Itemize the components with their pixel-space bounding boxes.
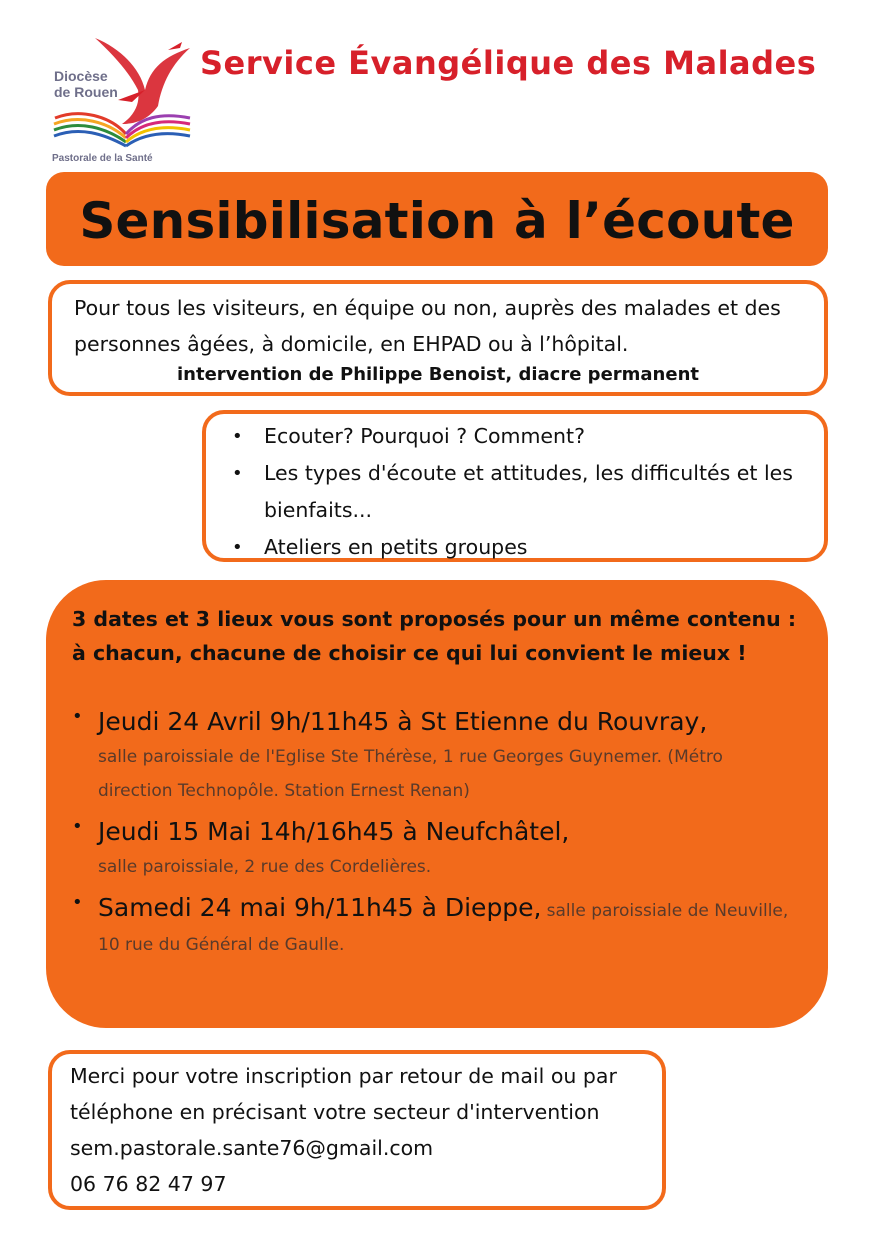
- sessions-box: [46, 580, 828, 1028]
- session-when: Jeudi 15 Mai 14h/16h45 à Neufchâtel,: [98, 817, 570, 846]
- title-banner: [46, 172, 828, 266]
- logo-subtitle: Pastorale de la Santé: [52, 153, 153, 164]
- contact-box: [48, 1050, 666, 1210]
- service-title: Service Évangélique des Malades: [200, 44, 817, 82]
- topic-item: • Ecouter? Pourquoi ? Comment?: [230, 418, 804, 455]
- sessions-list: [72, 704, 798, 962]
- topic-item: • Les types d'écoute et attitudes, les difficultés et les bienfaits...: [230, 455, 804, 529]
- contact-phone[interactable]: 06 76 82 47 97: [70, 1172, 227, 1196]
- session-item: [72, 704, 798, 814]
- flyer-title: Sensibilisation à l’écoute: [79, 192, 795, 250]
- session-where: salle paroissiale de l'Eglise Ste Thérèse, 1 rue Georges Guynemer. (Métro direction Technopôle. Station Ernest Renan): [98, 747, 723, 801]
- contact-email[interactable]: sem.pastorale.sante76@gmail.com: [70, 1136, 434, 1160]
- intro-text: Pour tous les visiteurs, en équipe ou non, auprès des malades et des personnes âgées, à domicile, en EHPAD ou à l’hôpital.: [74, 296, 781, 356]
- session-item: [72, 890, 798, 962]
- topics-list: [230, 418, 804, 566]
- session-where: salle paroissiale, 2 rue des Cordelières.: [98, 857, 432, 877]
- sessions-lead: 3 dates et 3 lieux vous sont proposés pour un même contenu : à chacun, chacune de choisir ce qui lui convient le mieux !: [72, 607, 797, 665]
- session-when: Jeudi 24 Avril 9h/11h45 à St Etienne du Rouvray,: [98, 707, 708, 736]
- logo-line-2: de Rouen: [54, 84, 118, 100]
- session-when: Samedi 24 mai 9h/11h45 à Dieppe,: [98, 893, 542, 922]
- topic-item: • Ateliers en petits groupes: [230, 529, 804, 566]
- session-where: salle paroissiale de Neuville, 10 rue du Général de Gaulle.: [98, 901, 789, 955]
- logo-line-1: Diocèse: [54, 68, 108, 84]
- topics-box: [202, 410, 828, 562]
- intro-box: [48, 280, 828, 396]
- contact-line-1: Merci pour votre inscription par retour de mail ou par: [70, 1064, 617, 1088]
- speaker-line: intervention de Philippe Benoist, diacre permanent: [176, 364, 699, 385]
- contact-line-2: téléphone en précisant votre secteur d'intervention: [70, 1100, 600, 1124]
- session-item: [72, 814, 798, 890]
- diocese-logo: [40, 28, 200, 168]
